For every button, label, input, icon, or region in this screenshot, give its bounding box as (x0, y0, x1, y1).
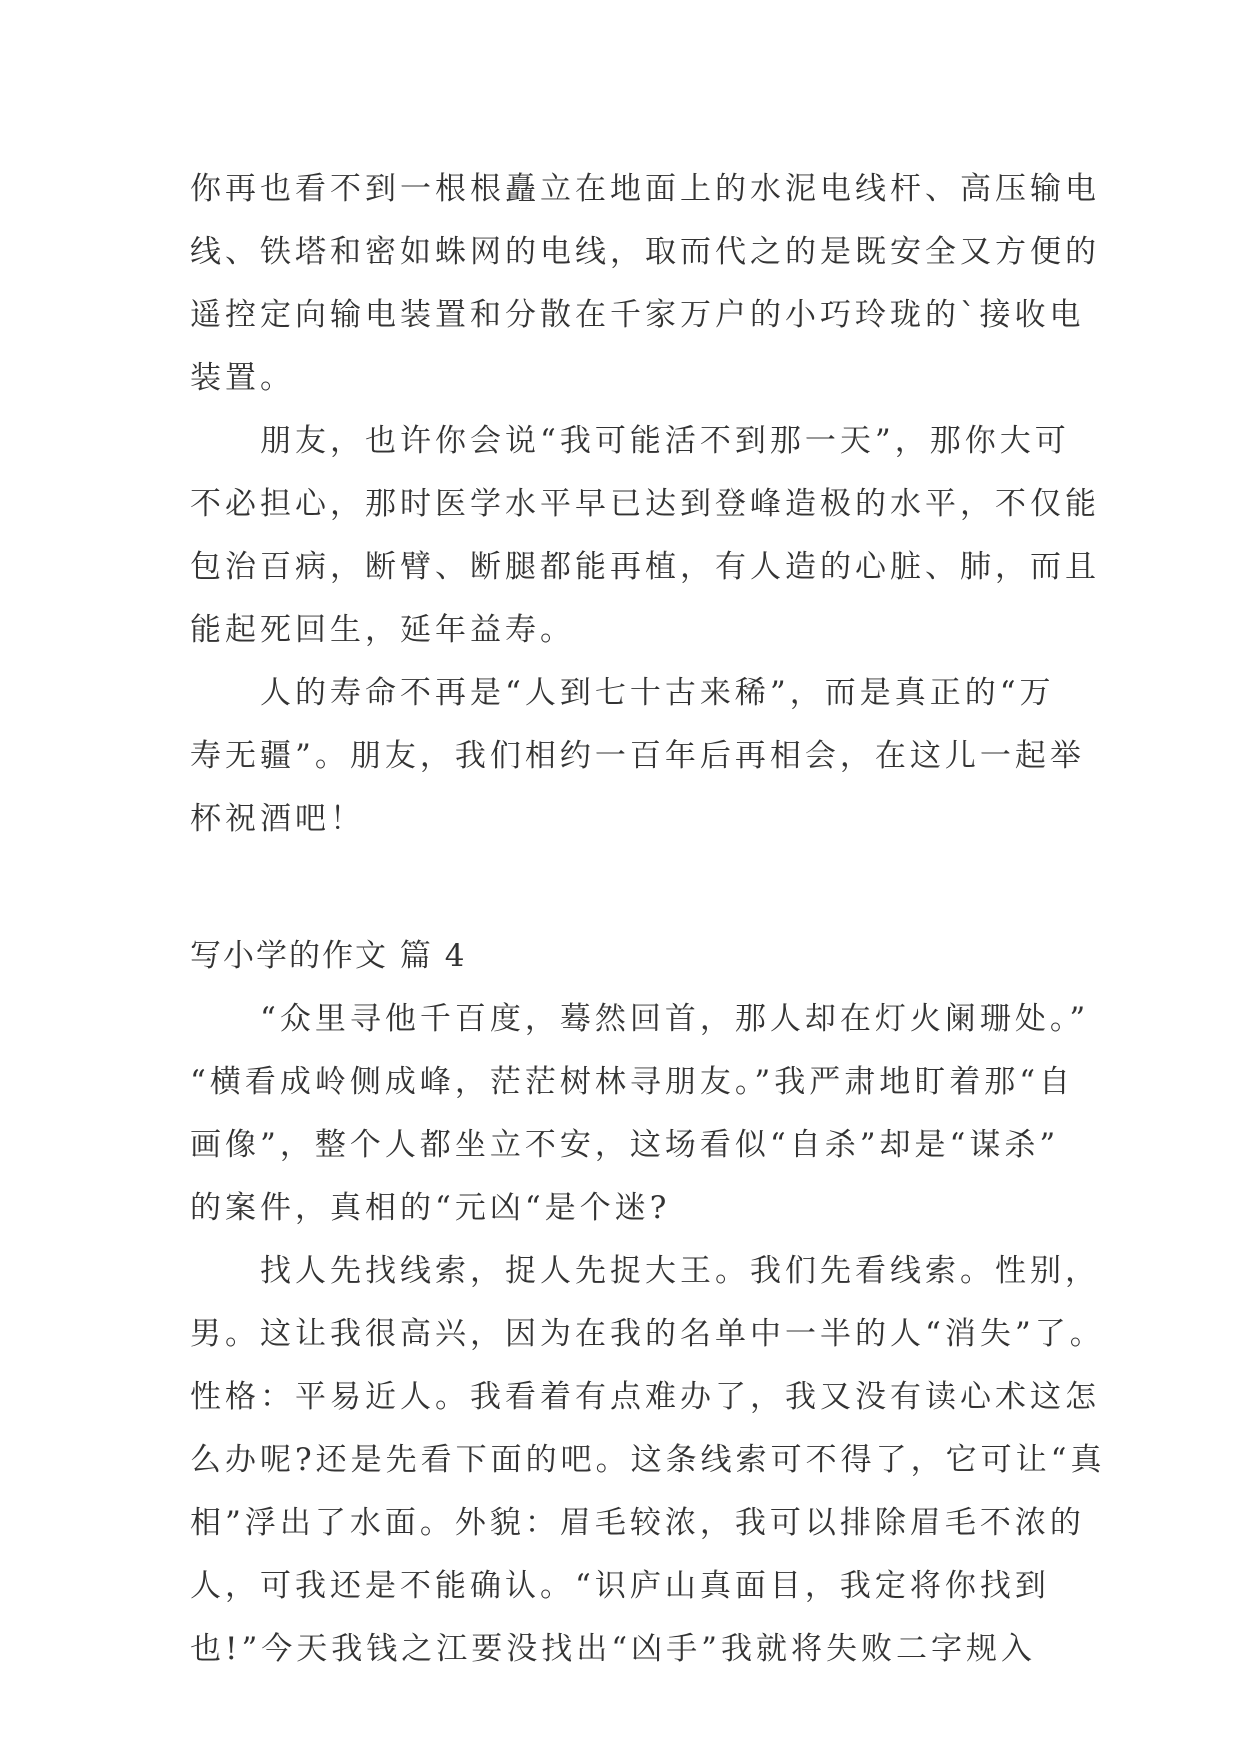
text-line: 找人先找线索，捉人先捉大王。我们先看线索。性别， (190, 1253, 1100, 1289)
text-line: 相”浮出了水面。外貌：眉毛较浓，我可以排除眉毛不浓的 (190, 1505, 1085, 1541)
text-line: 遥控定向输电装置和分散在千家万户的小巧玲珑的`接收电 (190, 297, 1085, 333)
text-line: “众里寻他千百度，蓦然回首，那人却在灯火阑珊处。” (190, 1001, 1090, 1037)
text-line: 男。这让我很高兴，因为在我的名单中一半的人“消失”了。 (190, 1316, 1105, 1352)
text-line: 线、铁塔和密如蛛网的电线，取而代之的是既安全又方便的 (190, 234, 1100, 270)
text-line: 不必担心，那时医学水平早已达到登峰造极的水平，不仅能 (190, 486, 1100, 522)
text-line: 人，可我还是不能确认。“识庐山真面目，我定将你找到 (190, 1568, 1050, 1604)
text-line: 朋友，也许你会说“我可能活不到那一天”，那你大可 (190, 423, 1070, 459)
text-line: 的案件，真相的“元凶“是个迷? (190, 1190, 671, 1226)
text-line: 性格：平易近人。我看着有点难办了，我又没有读心术这怎 (190, 1379, 1100, 1415)
text-line: “横看成岭侧成峰，茫茫树林寻朋友。”我严肃地盯着那“自 (190, 1064, 1075, 1100)
text-line: 人的寿命不再是“人到七十古来稀”，而是真正的“万 (190, 675, 1055, 711)
text-line: 画像”，整个人都坐立不安，这场看似“自杀”却是“谋杀” (190, 1127, 1060, 1163)
text-line: 杯祝酒吧！ (190, 801, 365, 837)
text-line: 么办呢?还是先看下面的吧。这条线索可不得了，它可让“真 (190, 1442, 1106, 1478)
document-body (190, 158, 1106, 1681)
section-heading: 写小学的作文 篇 4 (190, 938, 467, 974)
text-line: 包治百病，断臂、断腿都能再植，有人造的心脏、肺，而且 (190, 549, 1100, 585)
text-line: 寿无疆”。朋友，我们相约一百年后再相会，在这儿一起举 (190, 738, 1085, 774)
text-line: 装置。 (190, 360, 295, 396)
text-line: 也!”今天我钱之江要没找出“凶手”我就将失败二字规入 (190, 1631, 1036, 1667)
text-line: 能起死回生，延年益寿。 (190, 612, 575, 648)
text-line: 你再也看不到一根根矗立在地面上的水泥电线杆、高压输电 (190, 171, 1100, 207)
